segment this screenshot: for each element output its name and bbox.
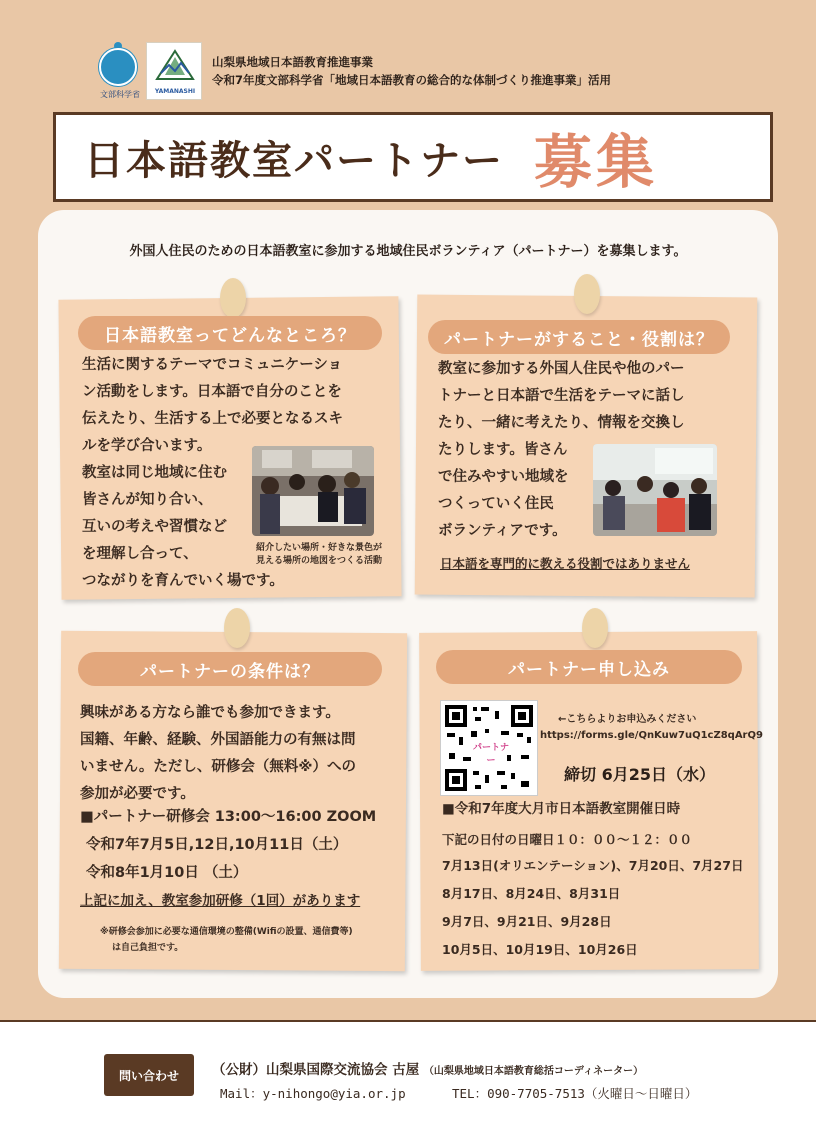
- qr-label: パートナー: [472, 743, 509, 766]
- footer-role: （山梨県地域日本語教育総括コーディネーター）: [423, 1066, 644, 1077]
- main-panel: [38, 210, 778, 998]
- schedule-date-row: 10月5日、10月19日、10月26日: [442, 942, 638, 957]
- partner-photo: [593, 444, 717, 536]
- heading-conditions: パートナーの条件は？: [78, 652, 382, 686]
- schedule-time: 下記の日付の日曜日１０：００～１２：００: [442, 832, 693, 847]
- header-line1: 山梨県地域日本語教育推進事業: [212, 55, 373, 69]
- page-title: 日本語教室パートナー: [84, 136, 504, 184]
- footer: [0, 1022, 816, 1145]
- schedule-date-row: 8月17日、8月24日、8月31日: [442, 886, 621, 901]
- footer-mail[interactable]: Mail：y-nihongo@yia.or.jp: [220, 1086, 406, 1101]
- training-extra: 上記に加え、教室参加研修（1回）があります: [80, 893, 361, 909]
- heading-application: パートナー申し込み: [436, 650, 742, 684]
- pin-icon: [220, 278, 246, 318]
- mext-logo: [98, 42, 138, 100]
- schedule-title: ■令和7年度大月市日本語教室開催日時: [442, 801, 681, 817]
- heading-partner-role: パートナーがすること・役割は？: [428, 320, 730, 354]
- photo-caption: 紹介したい場所・好きな景色が 見える場所の地図をつくる活動: [256, 543, 383, 566]
- partner-role-note: 日本語を専門的に教える役割ではありません: [440, 556, 691, 571]
- header-line2: 令和7年度文部科学省「地域日本語教育の総合的な体制づくり推進事業」活用: [212, 73, 611, 87]
- conditions-text: 興味がある方なら誰でも参加できます。 国籍、年齢、経験、外国語能力の有無は問 いません。ただし、研修会（無料※）への 参加が必要です。: [80, 705, 356, 802]
- intro-text: 外国人住民のための日本語教室に参加する地域住民ボランティア（パートナー）を募集します。: [129, 244, 687, 259]
- apply-url[interactable]: https://forms.gle/QnKuw7uQ1cZ8qArQ9: [540, 730, 763, 741]
- footer-tel[interactable]: TEL：090-7705-7513（火曜日～日曜日）: [452, 1086, 698, 1101]
- footer-org: （公財）山梨県国際交流協会 古屋 （山梨県地域日本語教育総括コーディネーター）: [212, 1062, 644, 1078]
- training-footnote: ※研修会参加に必要な通信環境の整備(Wifiの設置、通信費等) は自己負担です。: [100, 927, 353, 953]
- training-dates-2: 令和8年1月10日 （土）: [86, 865, 248, 881]
- mext-logo-label: 文部科学省: [100, 90, 140, 99]
- apply-note: ←こちらよりお申込みください: [558, 714, 697, 725]
- partner-role-text: 教室に参加する外国人住民や他のパー トナーと日本語で生活をテーマに話し たり、一緒に考えたり、情報を交換し たりします。皆さん で住みやすい地域を つくっていく住民 ボランティアです。: [438, 361, 685, 539]
- training-title: ■パートナー研修会 13:00～16:00 ZOOM: [80, 809, 377, 825]
- yamanashi-logo: [146, 42, 202, 100]
- page-title-accent: 募集: [534, 128, 659, 196]
- qr-code[interactable]: [440, 700, 538, 796]
- yamanashi-logo-label: YAMANASHI: [154, 88, 196, 95]
- training-dates-1: 令和7年7月5日,12日,10月11日（土）: [86, 837, 348, 853]
- contact-button[interactable]: 問い合わせ: [104, 1054, 194, 1096]
- title-box: [53, 112, 773, 202]
- schedule-date-row: 9月7日、9月21日、9月28日: [442, 914, 612, 929]
- schedule-date-row: 7月13日(オリエンテーション)、7月20日、7月27日: [442, 858, 744, 873]
- schedule-dates: [442, 852, 760, 964]
- pin-icon: [574, 274, 600, 314]
- pin-icon: [224, 608, 250, 648]
- header: [98, 40, 611, 102]
- classroom-photo: [252, 446, 374, 536]
- pin-icon: [582, 608, 608, 648]
- classroom-text: 生活に関するテーマでコミュニケーショ ン活動をします。日本語で自分のことを 伝えたり、生活する上で必要となるスキ ルを学び合います。 教室は同じ地域に住む 皆さんが知り合い、 互いの考えや習慣など を理解し合って、 つながりを育んでいく場です。: [82, 357, 343, 589]
- deadline: 締切 6月25日（水）: [564, 765, 715, 784]
- heading-classroom: 日本語教室ってどんなところ？: [78, 316, 382, 350]
